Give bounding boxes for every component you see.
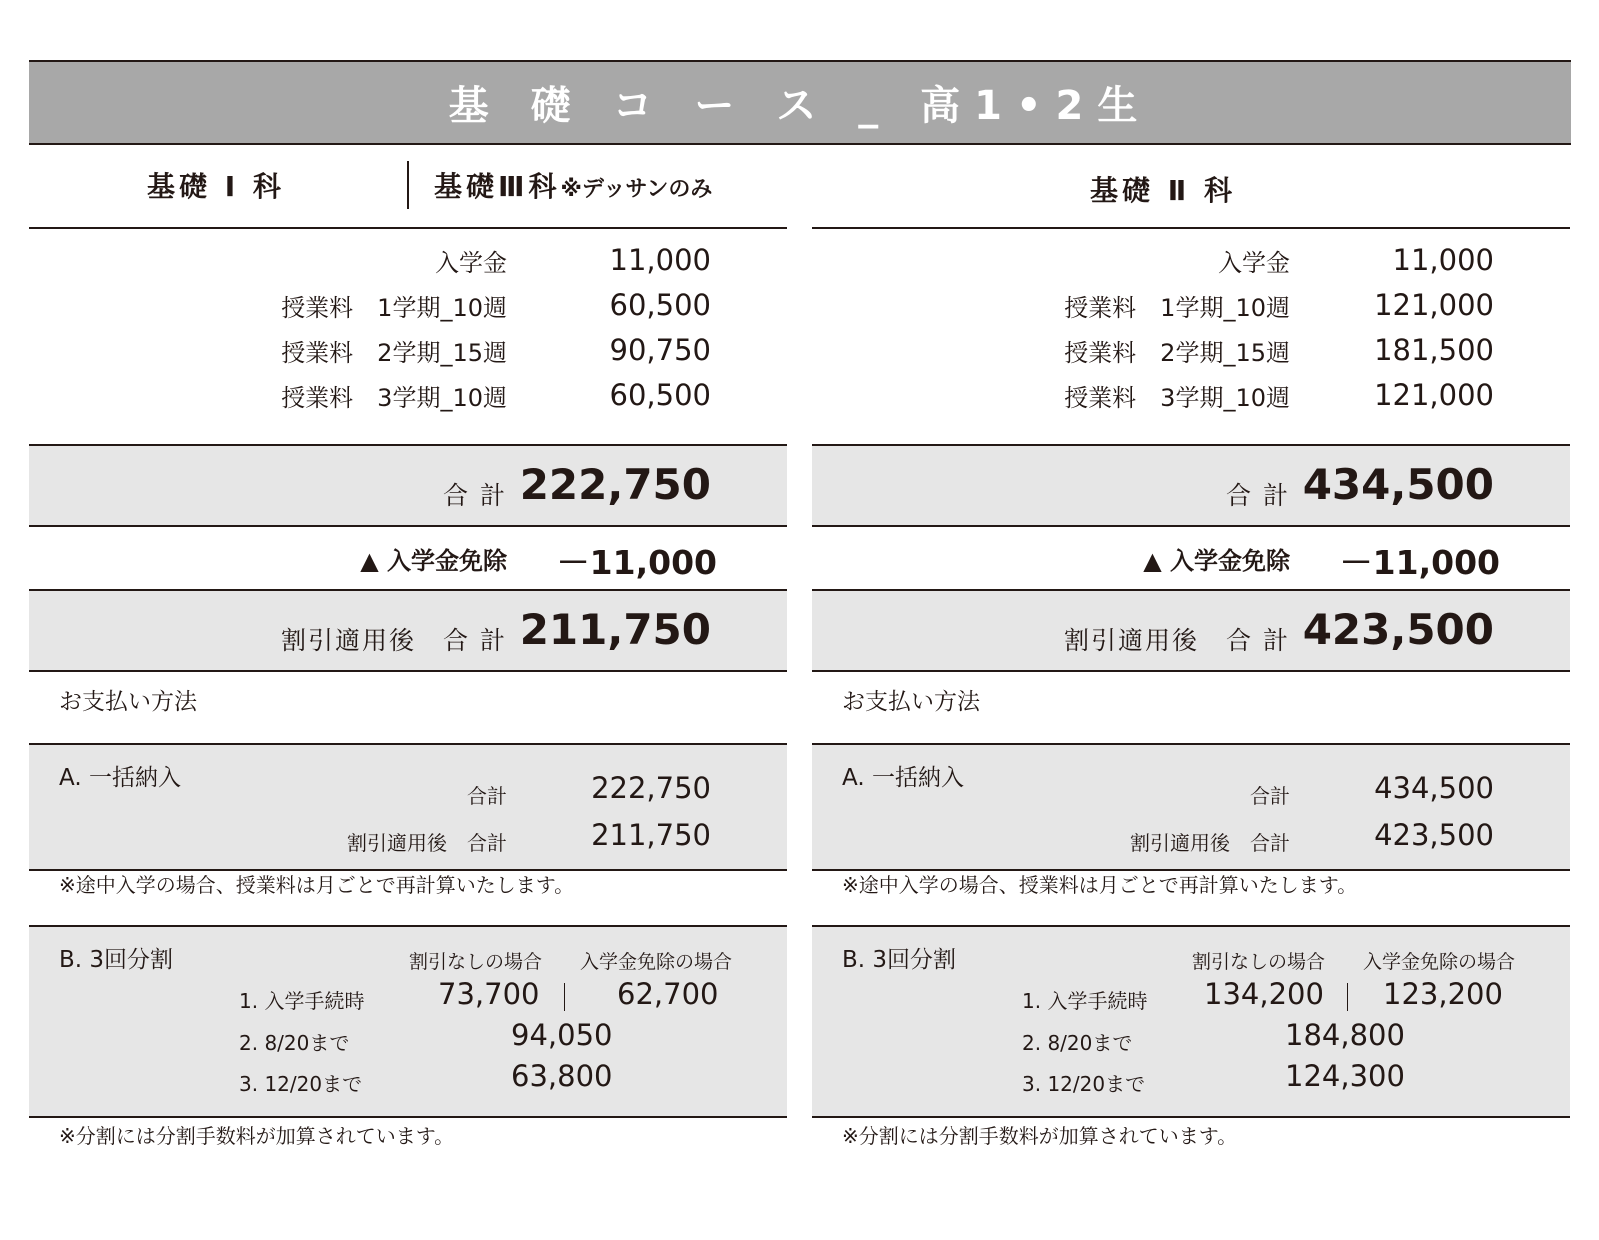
lump-discounted-value: 423,500 [1374,818,1494,852]
waiver-column-head: 入学金免除の場合 [1363,951,1516,973]
installment-separator [564,983,565,1011]
course-name-kiso-1: 基礎 Ⅰ 科 [147,170,285,203]
fee-label: 入学金 [1218,249,1290,277]
fee-row [812,329,1570,375]
lump-total-value: 222,750 [591,771,711,805]
fee-value: 60,500 [609,288,711,322]
waiver-label: ▲ 入学金免除 [360,547,507,575]
fee-label: 入学金 [435,249,507,277]
fee-label: 授業料 3学期_10週 [1064,384,1290,412]
installment-value: 62,700 [617,977,719,1011]
fee-row [812,284,1570,330]
fee-row [29,239,787,285]
left-course-header [29,145,787,229]
installment-step-label: 1. 入学手続時 [239,989,365,1013]
fee-label: 授業料 3学期_10週 [281,384,507,412]
fee-value: 121,000 [1374,288,1494,322]
discounted-total-value: 423,500 [1302,605,1494,654]
waiver-row [812,527,1570,589]
fee-row [29,329,787,375]
course-name-kiso-2: 基礎 Ⅱ 科 [1090,174,1236,207]
total-value: 434,500 [1302,460,1494,509]
fee-row [812,374,1570,420]
lump-sum-title: A. 一括納入 [842,765,964,791]
lump-discounted-value: 211,750 [591,818,711,852]
left-course-panel [29,145,787,1205]
midterm-note: ※途中入学の場合、授業料は月ごとで再計算いたします。 [59,873,575,897]
fee-value: 181,500 [1374,333,1494,367]
installment-title: B. 3回分割 [842,947,957,973]
fee-label: 授業料 2学期_15週 [1064,339,1290,367]
lump-discounted-label: 割引適用後 合計 [347,831,507,855]
course-title-bar [29,60,1571,145]
total-band [812,444,1570,527]
installment-value: 184,800 [1285,1018,1405,1052]
discounted-total-label: 割引適用後 合 計 [281,626,507,655]
installment-band [812,925,1570,1118]
waiver-value: －11,000 [556,543,717,582]
no-discount-column-head: 割引なしの場合 [1192,951,1326,973]
fee-value: 11,000 [609,243,711,277]
installment-value: 124,300 [1285,1059,1405,1093]
payment-method-title: お支払い方法 [842,689,980,715]
fee-row [29,374,787,420]
installment-step-label: 3. 12/20まで [239,1072,363,1096]
lump-sum-band [812,743,1570,871]
total-label: 合 計 [443,481,507,510]
installment-title: B. 3回分割 [59,947,174,973]
fee-value: 60,500 [609,378,711,412]
installment-value: 63,800 [511,1059,613,1093]
course-name-note: ※デッサンのみ [560,177,713,202]
payment-method-title: お支払い方法 [59,689,197,715]
lump-total-label: 合計 [467,784,507,808]
fee-value: 90,750 [609,333,711,367]
installment-band [29,925,787,1118]
installment-fee-note: ※分割には分割手数料が加算されています。 [59,1124,455,1148]
waiver-row [29,527,787,589]
fee-label: 授業料 2学期_15週 [281,339,507,367]
discounted-total-band [812,589,1570,672]
lump-sum-band [29,743,787,871]
fee-row [812,239,1570,285]
fee-label: 授業料 1学期_10週 [281,294,507,322]
installment-step-label: 2. 8/20まで [1022,1031,1133,1055]
discounted-total-label: 割引適用後 合 計 [1064,626,1290,655]
total-band [29,444,787,527]
waiver-label: ▲ 入学金免除 [1143,547,1290,575]
no-discount-column-head: 割引なしの場合 [409,951,543,973]
lump-discounted-label: 割引適用後 合計 [1130,831,1290,855]
waiver-value: －11,000 [1339,543,1500,582]
right-course-header [812,145,1570,229]
installment-step-label: 2. 8/20まで [239,1031,350,1055]
fee-row [29,284,787,330]
fee-value: 11,000 [1392,243,1494,277]
installment-value: 123,200 [1383,977,1503,1011]
waiver-column-head: 入学金免除の場合 [580,951,733,973]
discounted-total-value: 211,750 [519,605,711,654]
total-value: 222,750 [519,460,711,509]
installment-value: 73,700 [438,977,540,1011]
discounted-total-band [29,589,787,672]
installment-step-label: 1. 入学手続時 [1022,989,1148,1013]
installment-separator [1347,983,1348,1011]
fee-value: 121,000 [1374,378,1494,412]
course-title: 基 礎 コ ー ス _ 高1•2生 [448,83,1152,129]
installment-fee-note: ※分割には分割手数料が加算されています。 [842,1124,1238,1148]
installment-step-label: 3. 12/20まで [1022,1072,1146,1096]
lump-sum-title: A. 一括納入 [59,765,181,791]
midterm-note: ※途中入学の場合、授業料は月ごとで再計算いたします。 [842,873,1358,897]
lump-total-value: 434,500 [1374,771,1494,805]
lump-total-label: 合計 [1250,784,1290,808]
right-course-panel [812,145,1570,1205]
installment-value: 134,200 [1204,977,1324,1011]
installment-value: 94,050 [511,1018,613,1052]
fee-label: 授業料 1学期_10週 [1064,294,1290,322]
total-label: 合 計 [1226,481,1290,510]
course-name-kiso-3: 基礎Ⅲ科※デッサンのみ [434,170,713,203]
header-divider [407,161,409,209]
